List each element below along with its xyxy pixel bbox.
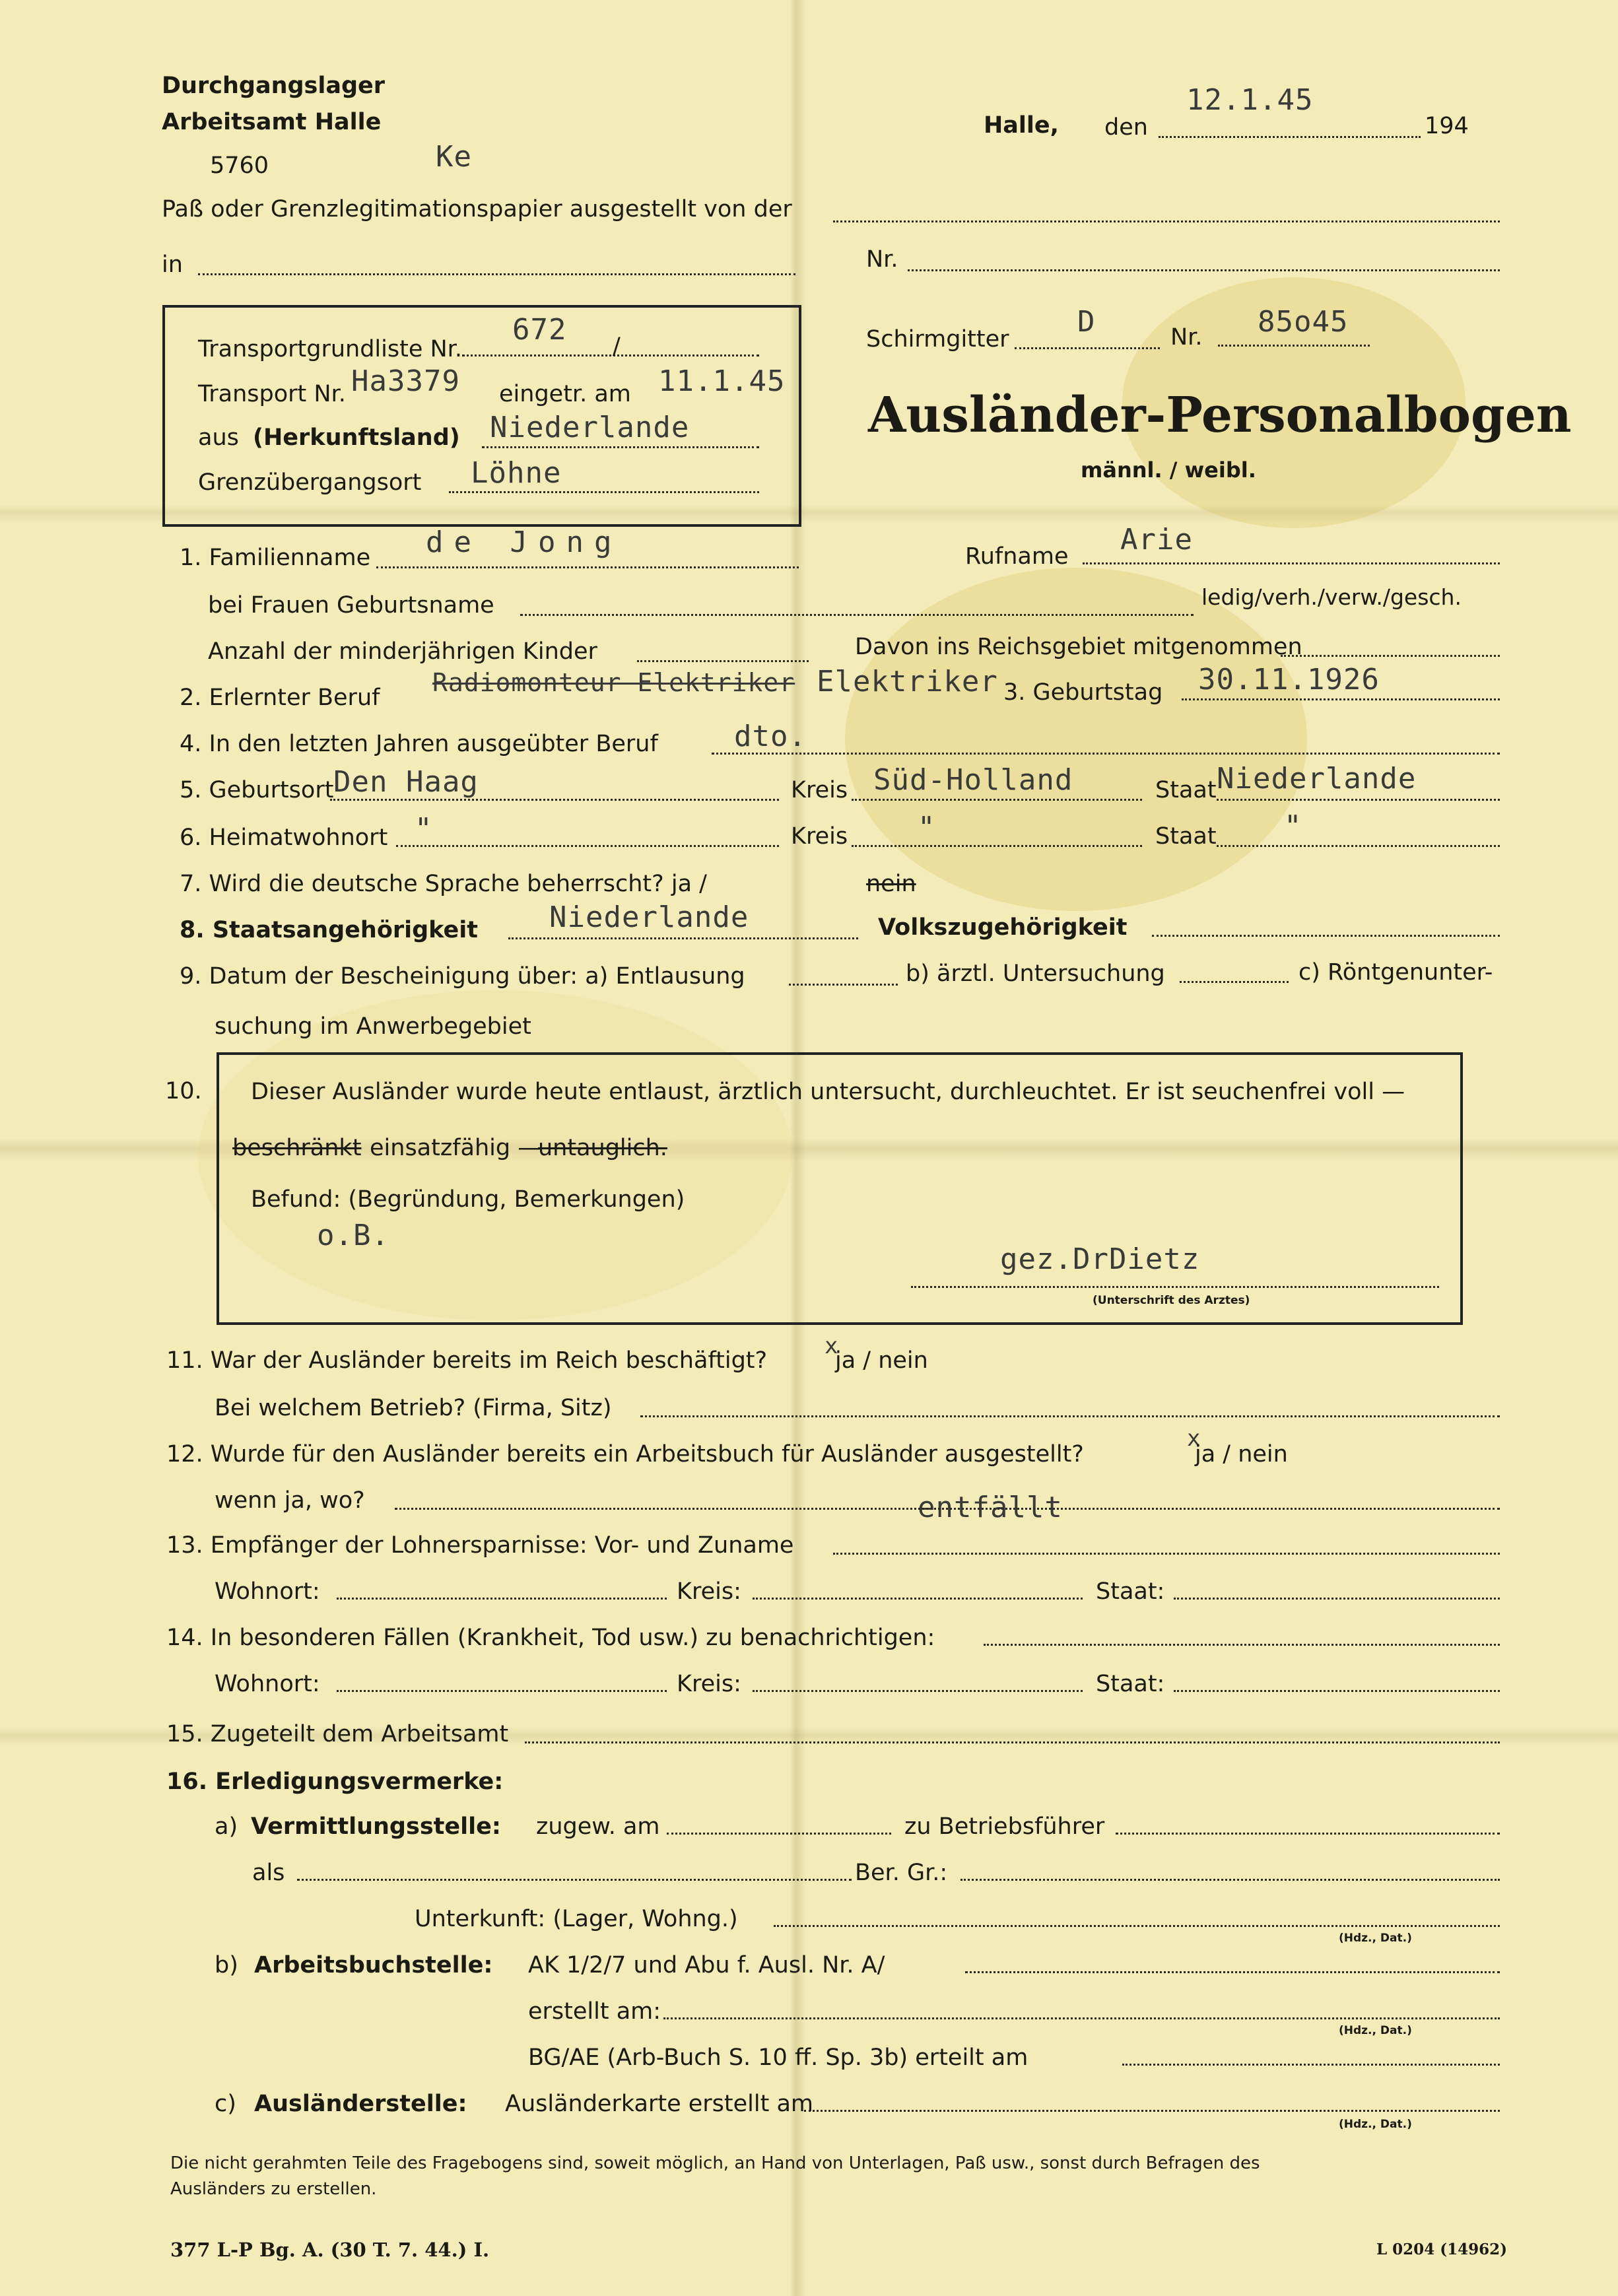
screen-line — [1015, 347, 1160, 349]
den-label: den — [1104, 114, 1148, 141]
transport-nr-value: Ha3379 — [351, 364, 460, 398]
surname-line — [376, 566, 799, 568]
screen-nr-value: 85o45 — [1258, 305, 1349, 339]
trade-struck-value: Radiomonteur Elektriker — [432, 668, 795, 697]
accommodation-label: Unterkunft: (Lager, Wohng.) — [415, 1906, 738, 1932]
transport-nr-label: Transport Nr. — [198, 381, 346, 407]
transport-list-line — [462, 355, 759, 356]
form-title: Ausländer-Personalbogen — [868, 387, 1572, 444]
form-code: 377 L-P Bg. A. (30 T. 7. 44.) I. — [170, 2239, 490, 2261]
placement-as-line — [297, 1879, 852, 1881]
firstname-line — [1083, 562, 1500, 564]
hometown-staat-value: " — [1284, 809, 1302, 843]
birthday-value: 30.11.1926 — [1198, 663, 1380, 696]
hometown-kreis-value: " — [918, 811, 936, 844]
signature-caption: (Unterschrift des Arztes) — [1093, 1294, 1250, 1307]
workbook-bgae-label: BG/AE (Arb-Buch S. 10 ff. Sp. 3b) erteilt am — [528, 2044, 1028, 2071]
notify-staat-label: Staat: — [1096, 1671, 1165, 1697]
work-book-where-line — [395, 1508, 1500, 1510]
recent-occupation-label: 4. In den letzten Jahren ausgeübter Beruf — [180, 731, 658, 757]
savings-recipient-label: 13. Empfänger der Lohnersparnisse: Vor- und Zuname — [166, 1532, 794, 1559]
screen-value: D — [1077, 305, 1096, 339]
passport-nr-label: Nr. — [866, 246, 898, 273]
foreigner-sign-caption: (Hdz., Dat.) — [1339, 2118, 1412, 2131]
workbook-sign-caption: (Hdz., Dat.) — [1339, 2024, 1412, 2037]
screen-nr-label: Nr. — [1170, 324, 1203, 351]
transport-list-label: Transportgrundliste Nr. — [198, 336, 462, 362]
hometown-label: 6. Heimatwohnort — [180, 825, 388, 851]
crossing-value: Löhne — [471, 456, 562, 490]
reference-initials: Ke — [436, 140, 472, 174]
maiden-name-line — [520, 614, 1194, 616]
transport-list-value: 672 — [512, 313, 567, 347]
assigned-office-label: 15. Zugeteilt dem Arbeitsamt — [166, 1721, 509, 1747]
workbook-office-text: AK 1/2/7 und Abu f. Ausl. Nr. A/ — [528, 1952, 885, 1978]
workbook-created-label: erstellt am: — [528, 1998, 661, 2025]
employer-label: Bei welchem Betrieb? (Firma, Sitz) — [215, 1395, 612, 1421]
birthplace-kreis-line — [852, 799, 1142, 801]
work-book-where-value: entfällt — [918, 1491, 1063, 1524]
crossing-line — [449, 491, 759, 493]
notify-wohnort-label: Wohnort: — [215, 1671, 320, 1697]
office-line-2: Arbeitsamt Halle — [162, 109, 382, 135]
placement-employer: zu Betriebsführer — [904, 1813, 1105, 1840]
office-line-1: Durchgangslager — [162, 73, 386, 99]
placement-label: Vermittlungsstelle: — [251, 1813, 501, 1840]
firstname-value: Arie — [1120, 523, 1193, 557]
placement-employer-line — [1116, 1833, 1500, 1835]
signature-line — [911, 1286, 1439, 1288]
hometown-kreis-label: Kreis — [791, 823, 848, 850]
footer-note-line1: Die nicht gerahmten Teile des Fragebogens sind, soweit möglich, an Hand von Unterlagen, Paß usw., sonst durch Befragen des — [170, 2153, 1260, 2173]
place-label: Halle, — [984, 112, 1059, 139]
foreigner-card-line — [804, 2110, 1500, 2112]
origin-label-country: (Herkunftsland) — [253, 424, 460, 451]
workbook-bgae-line — [1122, 2064, 1500, 2066]
notify-staat-line — [1174, 1690, 1500, 1692]
processing-notes-label: 16. Erledigungsvermerke: — [166, 1769, 504, 1795]
birthday-line — [1182, 698, 1500, 700]
savings-wohnort-line — [337, 1598, 667, 1600]
ethnicity-line — [1152, 935, 1500, 937]
foreigner-office-label: Ausländerstelle: — [254, 2091, 467, 2117]
recent-occupation-line — [712, 753, 1500, 755]
medical-struck-limited: beschränkt — [232, 1135, 362, 1161]
assigned-office-line — [525, 1741, 1500, 1743]
citizenship-value: Niederlande — [549, 900, 749, 934]
delousing-date-line — [789, 984, 898, 986]
savings-recipient-line — [833, 1553, 1500, 1555]
passport-label: Paß oder Grenzlegitimationspapier ausgestellt von der — [162, 196, 792, 222]
xray-label-cont: suchung im Anwerbegebiet — [215, 1013, 531, 1040]
xray-label: c) Röntgenunter- — [1298, 959, 1493, 986]
crossing-label: Grenzübergangsort — [198, 469, 422, 496]
doctor-signature: gez.DrDietz — [1000, 1242, 1200, 1276]
birthplace-staat-line — [1217, 799, 1500, 801]
workbook-office-label: Arbeitsbuchstelle: — [254, 1952, 493, 1978]
year-label: 194 — [1425, 113, 1469, 139]
maiden-name-label: bei Frauen Geburtsname — [208, 592, 494, 619]
birthplace-staat-value: Niederlande — [1217, 762, 1417, 795]
german-language-struck: nein — [866, 871, 916, 897]
medical-exam-line — [1180, 981, 1289, 983]
german-language-label: 7. Wird die deutsche Sprache beherrscht? ja / — [180, 871, 707, 897]
children-label: Anzahl der minderjährigen Kinder — [208, 638, 597, 665]
notify-wohnort-line — [337, 1690, 667, 1692]
birthplace-kreis-value: Süd-Holland — [873, 763, 1073, 797]
form-subtitle: männl. / weibl. — [1081, 457, 1256, 483]
origin-label-aus: aus — [198, 424, 239, 451]
hometown-staat-label: Staat — [1155, 823, 1217, 850]
placement-assigned: zugew. am — [536, 1813, 660, 1840]
accommodation-sign-caption: (Hdz., Dat.) — [1339, 1932, 1412, 1945]
surname-value: de Jong — [426, 525, 623, 559]
firstname-label: Rufname — [965, 543, 1069, 570]
savings-kreis-line — [753, 1598, 1083, 1600]
reference-number: 5760 — [210, 152, 269, 179]
medical-number: 10. — [165, 1078, 202, 1104]
print-code: L 0204 (14962) — [1376, 2241, 1507, 2258]
placement-as-label: als — [252, 1860, 285, 1886]
transport-list-slash: / — [613, 333, 621, 360]
footer-note-line2: Ausländers zu erstellen. — [170, 2179, 377, 2199]
birthplace-line — [330, 799, 779, 801]
passport-place-line — [198, 273, 795, 275]
certificate-dates-label: 9. Datum der Bescheinigung über: a) Entlausung — [180, 963, 745, 990]
medical-statement: Dieser Ausländer wurde heute entlaust, ärztlich untersucht, durchleuchtet. Er ist seuchenfrei voll — — [251, 1079, 1405, 1105]
screen-label: Schirmgitter — [866, 326, 1009, 353]
notify-kreis-label: Kreis: — [677, 1671, 741, 1697]
work-book-label: 12. Wurde für den Ausländer bereits ein Arbeitsbuch für Ausländer ausgestellt? — [166, 1441, 1084, 1468]
savings-wohnort-label: Wohnort: — [215, 1578, 320, 1605]
medical-exam-label: b) ärztl. Untersuchung — [906, 961, 1165, 987]
paper-stain — [845, 568, 1307, 911]
work-book-mark: x — [1187, 1425, 1201, 1452]
passport-issuer-line — [833, 220, 1500, 222]
savings-staat-line — [1174, 1598, 1500, 1600]
trade-value: Elektriker — [817, 665, 998, 698]
marital-status: ledig/verh./verw./gesch. — [1201, 584, 1462, 610]
transport-registered-value: 11.1.45 — [658, 364, 786, 398]
hometown-staat-line — [1217, 845, 1500, 847]
accommodation-line — [774, 1925, 1500, 1927]
savings-staat-label: Staat: — [1096, 1578, 1165, 1605]
employed-in-reich-choice: ja / nein — [835, 1347, 928, 1374]
citizenship-line — [508, 937, 858, 939]
occupation-group-line — [961, 1879, 1500, 1881]
employed-in-reich-mark: x — [825, 1333, 839, 1359]
transport-registered-label: eingetr. am — [499, 381, 631, 407]
children-taken-label: Davon ins Reichsgebiet mitgenommen — [855, 634, 1302, 660]
foreigner-office-prefix: c) — [215, 2091, 236, 2117]
workbook-created-line — [663, 2017, 1500, 2019]
ethnicity-label: Volkszugehörigkeit — [878, 914, 1128, 941]
citizenship-label: 8. Staatsangehörigkeit — [180, 917, 478, 943]
children-line — [637, 660, 809, 662]
passport-nr-line — [908, 269, 1500, 271]
placement-prefix: a) — [215, 1813, 238, 1840]
hometown-line — [396, 845, 779, 847]
notify-label: 14. In besonderen Fällen (Krankheit, Tod usw.) zu benachrichtigen: — [166, 1625, 935, 1651]
hometown-kreis-line — [852, 845, 1142, 847]
passport-in-label: in — [162, 252, 183, 278]
findings-value: o.B. — [317, 1219, 389, 1252]
foreigner-card-label: Ausländerkarte erstellt am — [505, 2091, 813, 2117]
origin-line — [482, 446, 759, 448]
employed-in-reich-label: 11. War der Ausländer bereits im Reich beschäftigt? — [166, 1347, 768, 1374]
screen-nr-line — [1218, 345, 1370, 347]
medical-struck-unfit: untauglich. — [538, 1135, 667, 1161]
birthday-label: 3. Geburtstag — [1003, 679, 1163, 706]
birthplace-label: 5. Geburtsort — [180, 777, 334, 803]
recent-occupation-value: dto. — [734, 720, 807, 753]
notify-line — [984, 1644, 1500, 1646]
origin-value: Niederlande — [490, 411, 690, 444]
workbook-office-line — [965, 1971, 1500, 1973]
workbook-office-prefix: b) — [215, 1952, 238, 1978]
occupation-group-label: Ber. Gr.: — [855, 1860, 948, 1886]
employer-line — [640, 1415, 1500, 1417]
children-taken-line — [1281, 655, 1500, 657]
findings-label: Befund: (Begründung, Bemerkungen) — [251, 1186, 685, 1213]
medical-statement-fit: einsatzfähig — — [370, 1135, 541, 1161]
birthplace-value: Den Haag — [333, 765, 479, 799]
birthplace-staat-label: Staat — [1155, 777, 1217, 803]
placement-assigned-line — [667, 1833, 891, 1835]
hometown-value: " — [415, 812, 433, 846]
birthplace-kreis-label: Kreis — [791, 777, 848, 803]
work-book-where-label: wenn ja, wo? — [215, 1487, 365, 1514]
work-book-choice: ja / nein — [1195, 1441, 1288, 1468]
date-value: 12.1.45 — [1186, 83, 1314, 117]
date-line — [1159, 136, 1421, 138]
notify-kreis-line — [753, 1690, 1083, 1692]
surname-label: 1. Familienname — [180, 545, 371, 571]
trade-label: 2. Erlernter Beruf — [180, 685, 380, 711]
savings-kreis-label: Kreis: — [677, 1578, 741, 1605]
